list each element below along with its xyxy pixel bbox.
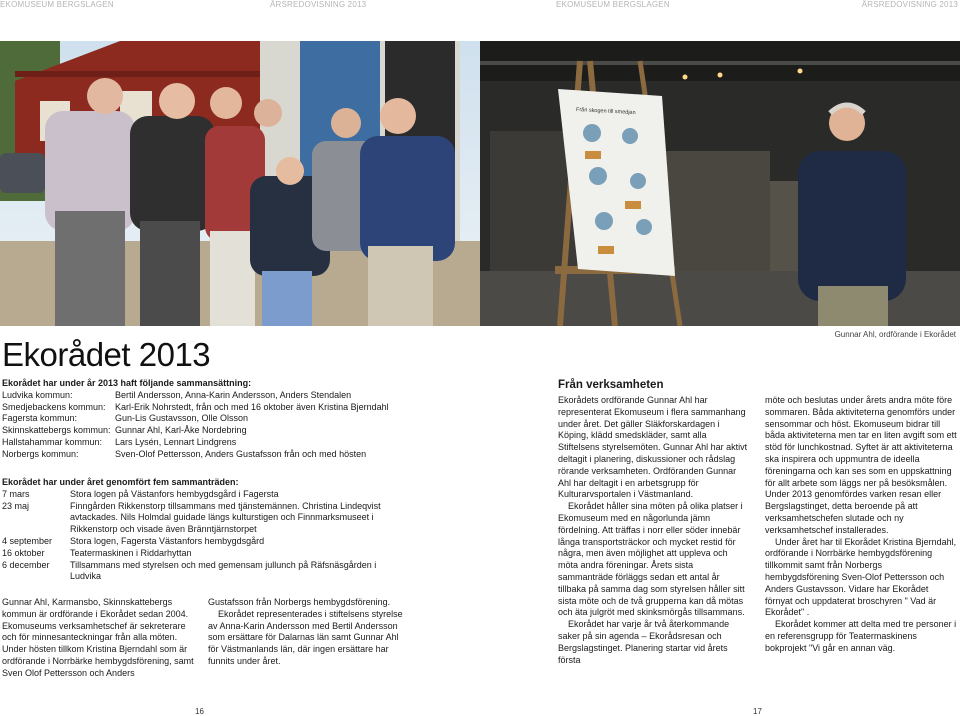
meeting-place: Tillsammans med styrelsen och med gemensam jullunch på Räfsnäsgården i Ludvika xyxy=(70,559,377,582)
composition-row xyxy=(2,402,472,414)
municipality-label: Hallstahammar kommun: xyxy=(2,436,103,447)
representation-text-column xyxy=(208,597,403,668)
running-header-left-report: ÅRSREDOVISNING 2013 xyxy=(270,0,367,9)
paragraph: Gunnar Ahl, Karmansbo, Skinnskattebergs kommun är ordförande i Ekorådet sedan 2004. Ekomuseums verksamhetschef är sekreterare och för minnesanteckningar från alla möten. Under hösten tillkom Kristina Bjerndahl som är ordförande i Norrbärke hembygdsförening, samt Sven Olof Pettersson och Anders xyxy=(2,597,194,678)
activity-text-column-2 xyxy=(765,395,957,655)
meeting-place: Finngården Rikkenstorp tillsammans med tjänstemännen. Christina Lindeqvist avtackades. Nils Holmdal guidade längs kulturstigen och Finnmarksmuseet i Rikkenstorp och visade även Bränntjärnstorpet xyxy=(70,500,381,535)
member-names: Lars Lysén, Lennart Lindgrens xyxy=(115,436,237,447)
paragraph: Ekorådet representerades i stiftelsens styrelse av Anna-Karin Andersson med Bertil Andersson som ersättare för Dalarnas län samt Gunnar Ahl för Västmanlands län, där ingen ersättare har funnits under året. xyxy=(208,608,403,666)
meeting-place: Stora logen på Västanfors hembygdsgård i Fagersta xyxy=(70,488,279,499)
paragraph: Ekorådets ordförande Gunnar Ahl har representerat Ekomuseum i flera sammanhang under året. Det gäller Släkforskardagen i Köping, klädd smedskläder, samt alla Stiftelsens styrelsemöten. Gunnar Ahl har aktivt deltagit i planering, diskussioner och rådslag rörande verksamheten. Ordföranden Gunnar Ahl har deltagit i en arbetsgrupp för Kulturarvsportalen i Västmanland. xyxy=(558,395,748,500)
member-names: Gunnar Ahl, Karl-Åke Nordebring xyxy=(115,425,247,436)
meeting-item xyxy=(2,536,472,548)
paragraph: Under året har til Ekorådet Kristina Bjerndahl, ordförande i Norrbärke hembygdsförening tillkommit samt från Norbergs hembygdsförening Sven-Olof Pettersson och Anders Gustavsson. Vidare har Ekorådet förnyat och uppdaterat broschyren " Vad är Ekorådet" . xyxy=(765,536,957,618)
paragraph: Gustafsson från Norbergs hembygdsförening. xyxy=(208,597,391,607)
composition-row xyxy=(2,425,472,437)
meeting-date: 6 december xyxy=(2,559,50,570)
municipality-label: Norbergs kommun: xyxy=(2,448,79,459)
verksamheten-heading: Från verksamheten xyxy=(558,379,664,391)
meeting-date: 7 mars xyxy=(2,488,30,499)
composition-row xyxy=(2,390,472,402)
paragraph: Ekorådet har varje år två återkommande saker på sin agenda – Ekorådsresan och Bergslagstinget. Planering startar vid årets första xyxy=(558,619,730,665)
paragraph: Ekorådet håller sina möten på olika platser i Ekomuseum med en någorlunda jämn fördelning. Att träffas i norr eller söder innebär långa transportsträckor och mycket restid för några, men även möjlighet att uppleva och möta andra föreningar. Årets sista sammanträde förläggs sedan ett antal år tillbaka på samma dag som styrelsen håller sitt sista möte och de två grupperna kan då mötas och äta julgröt med skinksmörgås tillsammans. xyxy=(558,501,745,618)
paragraph: möte och beslutas under årets andra möte före sommaren. Båda aktiviteterna genomförs under sensommar och höst. Ekomuseum bidrar till båda aktiviteterna men tar en liten avgift som ett stöd för lunchkostnad. Syftet är att aktiviteterna ska inspirera och uppmuntra de ideella föreningarna och kan ses som en uppskattning för allt arbete som läggs ner på besöksmålen. Under 2013 genomfördes varken resan eller Bergslagstinget, detta beroende på att verksamhetschefen slutade och ny verksamhetschef installerades. xyxy=(765,395,957,535)
chairman-text-column xyxy=(2,597,197,680)
composition-list xyxy=(2,390,472,461)
meeting-item xyxy=(2,548,472,560)
photo-caption: Gunnar Ahl, ordförande i Ekorådet xyxy=(834,330,956,339)
chairman-museum-photo xyxy=(480,41,960,326)
poster-title: Från skogen till smedjan xyxy=(575,107,636,117)
member-names: Gun-Lis Gustavsson, Olle Olsson xyxy=(115,413,249,424)
meeting-date: 16 oktober xyxy=(2,547,45,558)
page-number-left: 16 xyxy=(195,707,204,716)
meeting-date: 23 maj xyxy=(2,500,30,511)
municipality-label: Ludvika kommun: xyxy=(2,389,73,400)
running-header-right-report: ÅRSREDOVISNING 2013 xyxy=(861,0,958,9)
meetings-heading: Ekorådet har under året genomfört fem sammanträden: xyxy=(2,477,239,487)
page-title: Ekorådet 2013 xyxy=(2,336,211,373)
member-names: Bertil Andersson, Anna-Karin Andersson, Anders Stendalen xyxy=(115,389,352,400)
meetings-section xyxy=(2,477,472,583)
running-header-left-org: EKOMUSEUM BERGSLAGEN xyxy=(0,0,114,9)
municipality-label: Smedjebackens kommun: xyxy=(2,401,106,412)
member-names: Sven-Olof Pettersson, Anders Gustafsson från och med hösten xyxy=(115,448,367,459)
composition-section xyxy=(2,378,472,461)
page-number-right: 17 xyxy=(753,707,762,716)
member-names: Karl-Erik Nohrstedt, från och med 16 oktober även Kristina Bjerndahl xyxy=(115,401,389,412)
meeting-item xyxy=(2,560,472,584)
composition-heading: Ekorådet har under år 2013 haft följande sammansättning: xyxy=(2,378,252,388)
municipality-label: Fagersta kommun: xyxy=(2,413,78,424)
meeting-item xyxy=(2,501,472,536)
composition-row xyxy=(2,449,472,461)
composition-row xyxy=(2,413,472,425)
activity-text-column-1 xyxy=(558,395,748,666)
council-group-photo xyxy=(0,41,480,326)
meeting-place: Teatermaskinen i Riddarhyttan xyxy=(70,547,192,558)
municipality-label: Skinnskattebergs kommun: xyxy=(2,425,111,436)
meeting-item xyxy=(2,489,472,501)
composition-row xyxy=(2,437,472,449)
meeting-date: 4 september xyxy=(2,535,53,546)
running-header-right-org: EKOMUSEUM BERGSLAGEN xyxy=(556,0,670,9)
paragraph: Ekorådet kommer att delta med tre personer i en referensgrupp för Teatermaskinens bokprojekt "Vi går en annan väg. xyxy=(765,619,957,653)
meeting-place: Stora logen, Fagersta Västanfors hembygdsgård xyxy=(70,535,265,546)
